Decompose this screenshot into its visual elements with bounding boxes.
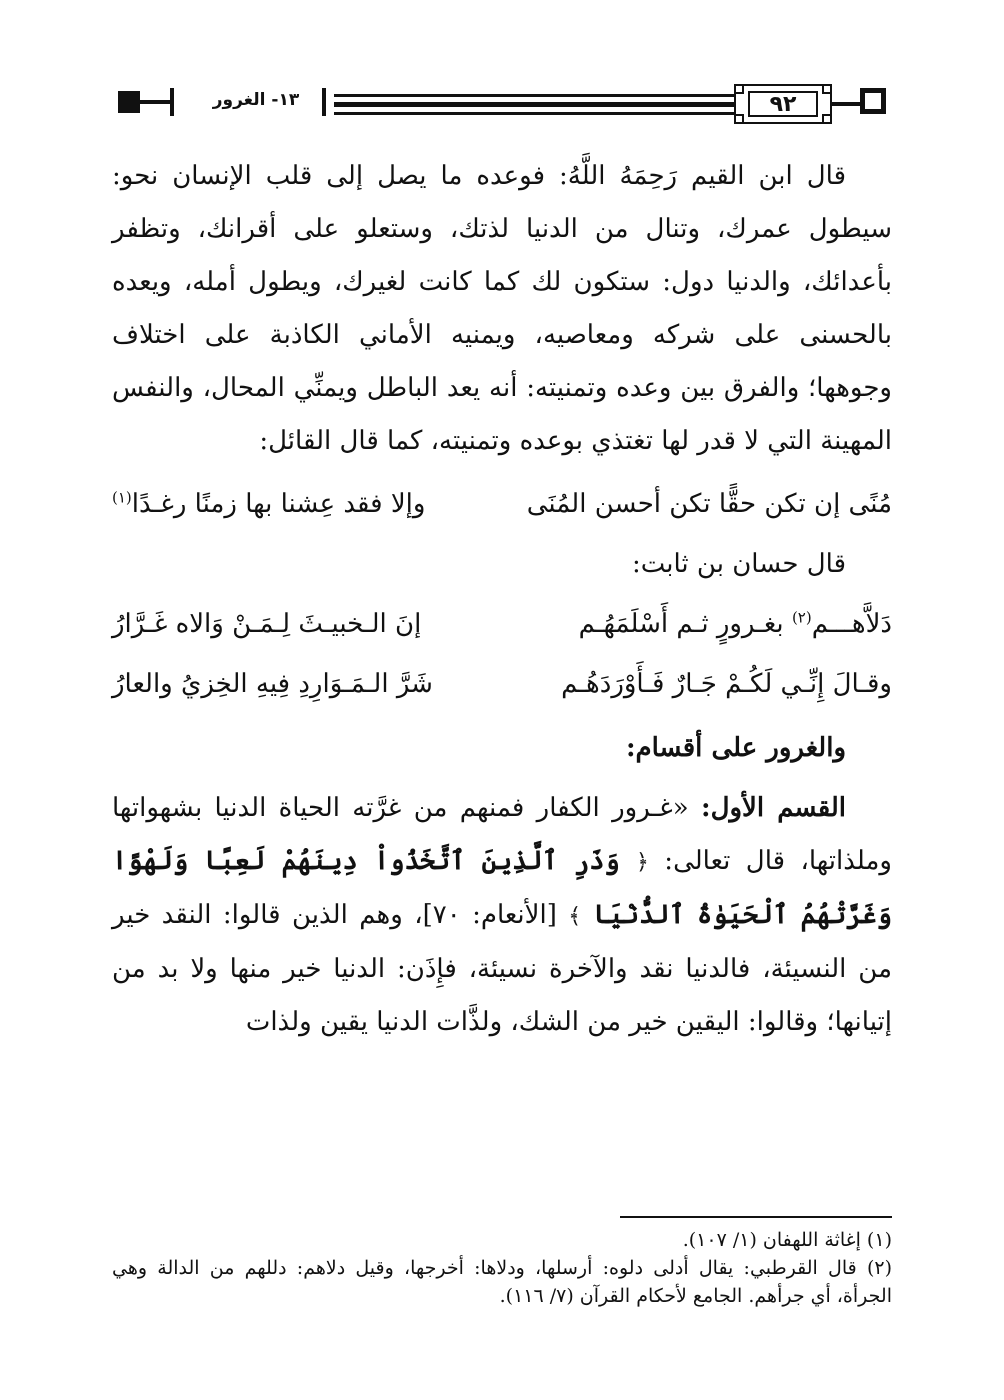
footnotes xyxy=(112,1226,892,1310)
quran-brace-open: ﴿ xyxy=(635,850,649,875)
verse-2-second-hemistich: إنَ الـخبيـثَ لِـمَـنْ وَالاه غَـرَّارُ xyxy=(112,609,422,639)
section-heading: والغرور على أقسام: xyxy=(625,733,846,763)
page-header xyxy=(112,84,892,130)
quran-brace-close: ﴾ xyxy=(568,904,582,929)
verse-2-first-rest: بغـرورٍ ثـم أَسْلَمَهُـم xyxy=(578,609,792,639)
frame-corner-ornament xyxy=(822,114,832,124)
verse-1-first-hemistich: مُنًى إن تكن حقًّا تكن أحسن المُنَى xyxy=(526,489,892,519)
header-left-bar xyxy=(140,100,170,104)
frame-corner-ornament xyxy=(734,114,744,124)
footnote-ref-2[interactable]: (٢) xyxy=(791,608,812,627)
verse-1-second-text: وإلا فقد عِشنا بها زمنًا رغـدًا xyxy=(131,489,426,519)
footnote-ref-1[interactable]: (١) xyxy=(112,488,132,507)
hassan-intro: قال حسان بن ثابت: xyxy=(631,549,846,579)
page-number-frame xyxy=(734,84,832,124)
verse-2-first-word: دَلاَّهـــم xyxy=(811,609,892,639)
quran-verse: وَذَرِ ٱلَّذِينَ ٱتَّخَذُواْ دِينَهُمْ لَعِبًا وَلَهْوًا وَغَرَّتْهُمُ ٱلْحَيَوٰةُ ٱلدُّنْيَا xyxy=(112,846,892,930)
chapter-title: ١٣- الغرور xyxy=(212,90,300,110)
verse-2 xyxy=(112,594,892,654)
header-right-square-ornament xyxy=(860,88,886,114)
header-rule-top xyxy=(334,94,734,97)
verse-1 xyxy=(112,474,892,534)
header-rule-bottom xyxy=(334,112,734,115)
verse-2-first-hemistich xyxy=(542,609,892,639)
verse-3-second-hemistich: شَرَّ الـمَـوَارِدِ فِيهِ الخِزيُ والعارُ xyxy=(112,669,433,699)
paragraph-ibn-qayyim: قال ابن القيم رَحِمَهُ اللَّهُ: فوعده ما يصل إلى قلب الإنسان نحو: سيطول عمرك، وتنال من الدنيا لذتك، وستعلو على أقرانك، وتظفر بأعدائك، والدنيا دول: ستكون لك كما كانت لغيرك، ويطول أمله، ويعده بالحسنى على شركه ومعاصيه، ويمنيه الأماني الكاذبة على اختلاف وجوهها؛ والفرق بين وعده وتمنيته: أنه يعد الباطل ويمنِّي المحال، والنفس المهينة التي لا قدر لها تغتذي بوعده وتمنيته، كما قال القائل: xyxy=(112,161,892,456)
frame-corner-ornament xyxy=(822,84,832,94)
footnote-1: (١) إغاثة اللهفان (١/ ١٠٧). xyxy=(682,1229,892,1251)
header-left-square-ornament xyxy=(118,91,140,113)
main-text xyxy=(112,150,892,1049)
paragraph-first-category xyxy=(112,782,892,1049)
footnote-separator xyxy=(620,1216,892,1218)
page-number: ٩٢ xyxy=(748,91,818,117)
header-rule-middle xyxy=(334,102,734,107)
verse-3 xyxy=(112,654,892,714)
first-category-label: القسم الأول: xyxy=(701,793,846,823)
frame-corner-ornament xyxy=(734,84,744,94)
verse-3-first-hemistich: وقـالَ إِنِّـي لَكُـمْ جَـارٌ فَـأَوْرَدَهُـم xyxy=(561,669,892,699)
header-left-tick xyxy=(170,88,174,116)
first-category-text-a: «غـرور الكفار فمنهم من غرَّته الحياة الدنيا بشهواتها وملذاتها، قال تعالى: xyxy=(112,793,892,876)
first-category-text-b: [الأنعام: ٧٠]، وهم الذين قالوا: النقد خير من النسيئة، فالدنيا نقد والآخرة نسيئة، فإِذَن: الدنيا خير منها ولا بد من إتيانها؛ وقالوا: اليقين خير من الشك، ولذَّات الدنيا يقين ولذات xyxy=(112,900,892,1037)
header-title-tick xyxy=(322,88,326,116)
footnote-2: (٢) قال القرطبي: يقال أدلى دلوه: أرسلها، ودلاها: أخرجها، وقيل دلاهم: دللهم من الدالة وهي الجرأة، أي جرأهم. الجامع لأحكام القرآن (٧/ ١١٦). xyxy=(112,1257,892,1307)
verse-1-second-hemistich xyxy=(112,489,462,519)
